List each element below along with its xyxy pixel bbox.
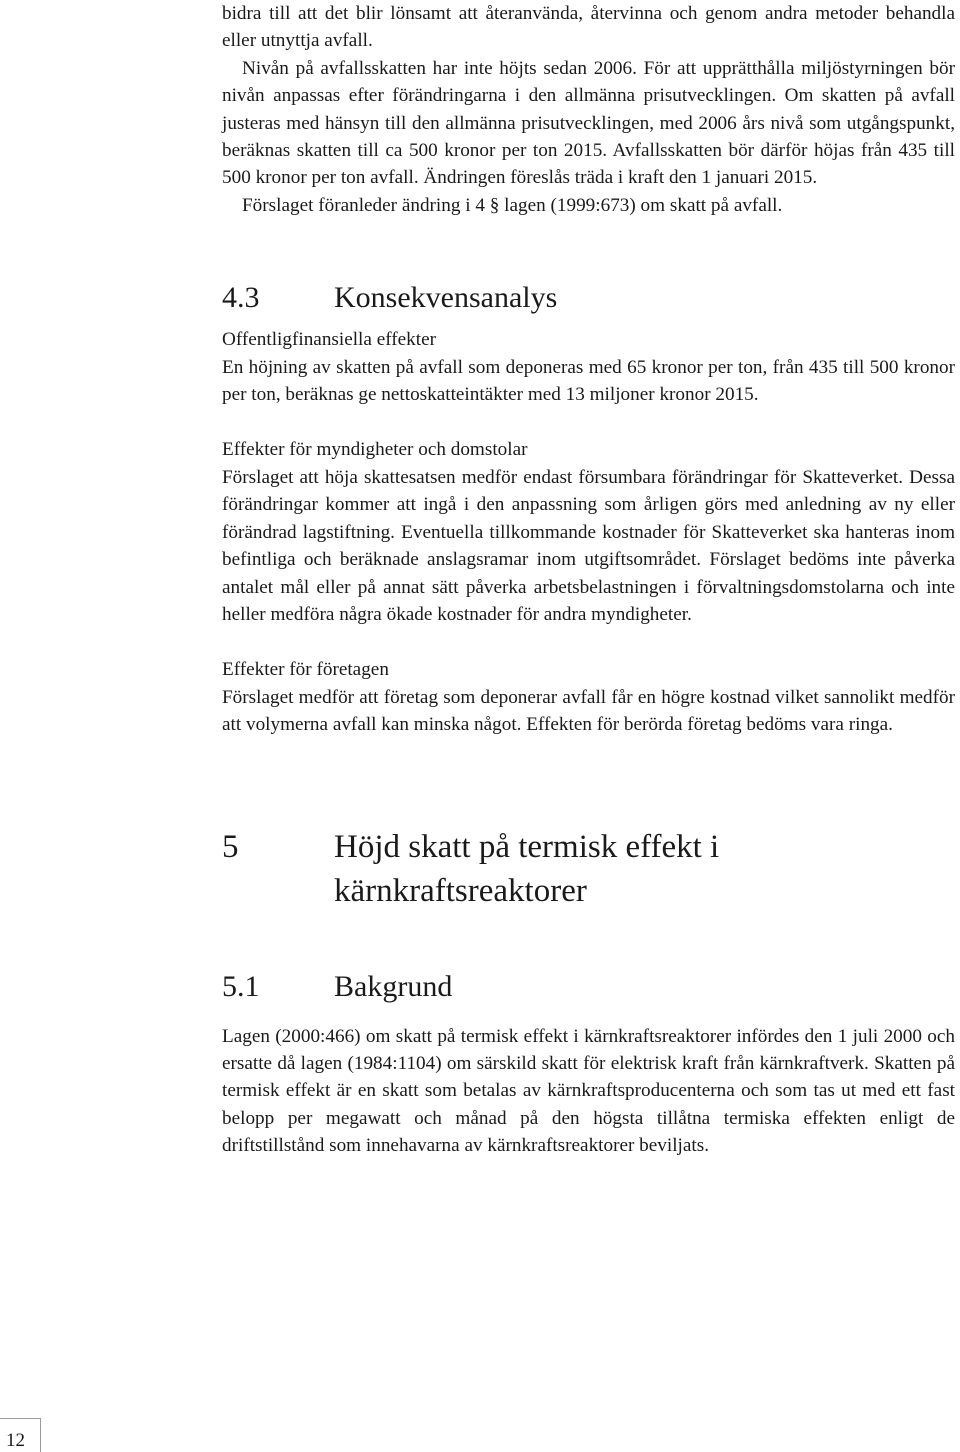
authorities-effects-text: Förslaget att höja skattesatsen medför endast försumbara förändringar för Skatteverket. Dessa förändringar kommer att ingå i den anpassning som årligen görs med anledning av ny eller förändrad lagstiftning. Eventuella tillkommande kostnader för Skatteverket ska hanteras inom befintliga och beräknade anslagsramar inom utgiftsområdet. Förslaget bedöms inte påverka antalet mål eller på annat sätt påverka arbetsbelastningen i förvaltningsdomstolarna och inte heller medföra några ökade kostnader för andra myndigheter. <box>222 466 955 625</box>
section-4-3-number: 4.3 <box>222 281 260 315</box>
subheading-authorities-effects: Effekter för myndigheter och domstolar <box>222 439 528 461</box>
intro-paragraph-3: Förslaget föranleder ändring i 4 § lagen (1999:673) om skatt på avfall. <box>242 194 783 216</box>
document-body <box>222 0 955 1160</box>
subheading-fiscal-effects: Offentligfinansiella effekter <box>222 329 436 351</box>
page-number: 12 <box>6 1430 25 1451</box>
section-5-1-title: Bakgrund <box>334 969 453 1003</box>
company-effects-text: Förslaget medför att företag som deponerar avfall får en högre kostnad vilket sannolikt medför att volymerna avfall kan minska något. Effekten för berörda företag bedöms vara ringa. <box>222 686 955 736</box>
section-5-1-number: 5.1 <box>222 969 260 1003</box>
intro-paragraph-1: bidra till att det blir lönsamt att återanvända, återvinna och genom andra metoder behandla eller utnyttja avfall. <box>222 3 955 52</box>
chapter-5-title-line-1: Höjd skatt på termisk effekt i <box>334 828 720 865</box>
chapter-5-heading <box>222 825 955 913</box>
background-text: Lagen (2000:466) om skatt på termisk effekt i kärnkraftsreaktorer infördes den 1 juli 2000 och ersatte då lagen (1984:1104) om särskild skatt för elektrisk kraft från kärnkraftverk. Skatten på termisk effekt är en skatt som betalas av kärnkraftsproducenterna och som tas ut med ett fast belopp per megawatt och månad på den högsta tillåtna termiska effekten enligt de driftstillstånd som innehavarna av kärnkraftsreaktorer beviljats. <box>222 1025 955 1157</box>
margin-vertical-rule <box>40 1418 41 1452</box>
chapter-5-title-line-2: kärnkraftsreaktorer <box>334 872 587 909</box>
section-5-1-heading <box>222 969 955 1005</box>
subheading-company-effects: Effekter för företagen <box>222 659 389 681</box>
section-4-3-title: Konsekvensanalys <box>334 281 558 315</box>
intro-paragraph-2: Nivån på avfallsskatten har inte höjts sedan 2006. För att upprätthålla miljöstyrningen bör nivån anpassas efter förändringarna i den allmänna prisutvecklingen. Om skatten på avfall justeras med hänsyn till den allmänna prisutvecklingen, med 2006 års nivå som utgångspunkt, beräknas skatten till ca 500 kronor per ton 2015. Avfallsskatten bör därför höjas från 435 till 500 kronor per ton avfall. Ändringen föreslås träda i kraft den 1 januari 2015. <box>222 57 955 189</box>
fiscal-effects-text: En höjning av skatten på avfall som deponeras med 65 kronor per ton, från 435 till 500 kronor per ton, beräknas ge nettoskatteintäkter med 13 miljoner kronor 2015. <box>222 356 955 406</box>
section-4-3-heading <box>222 280 955 316</box>
margin-rule <box>0 1418 40 1419</box>
chapter-5-number: 5 <box>222 828 239 865</box>
